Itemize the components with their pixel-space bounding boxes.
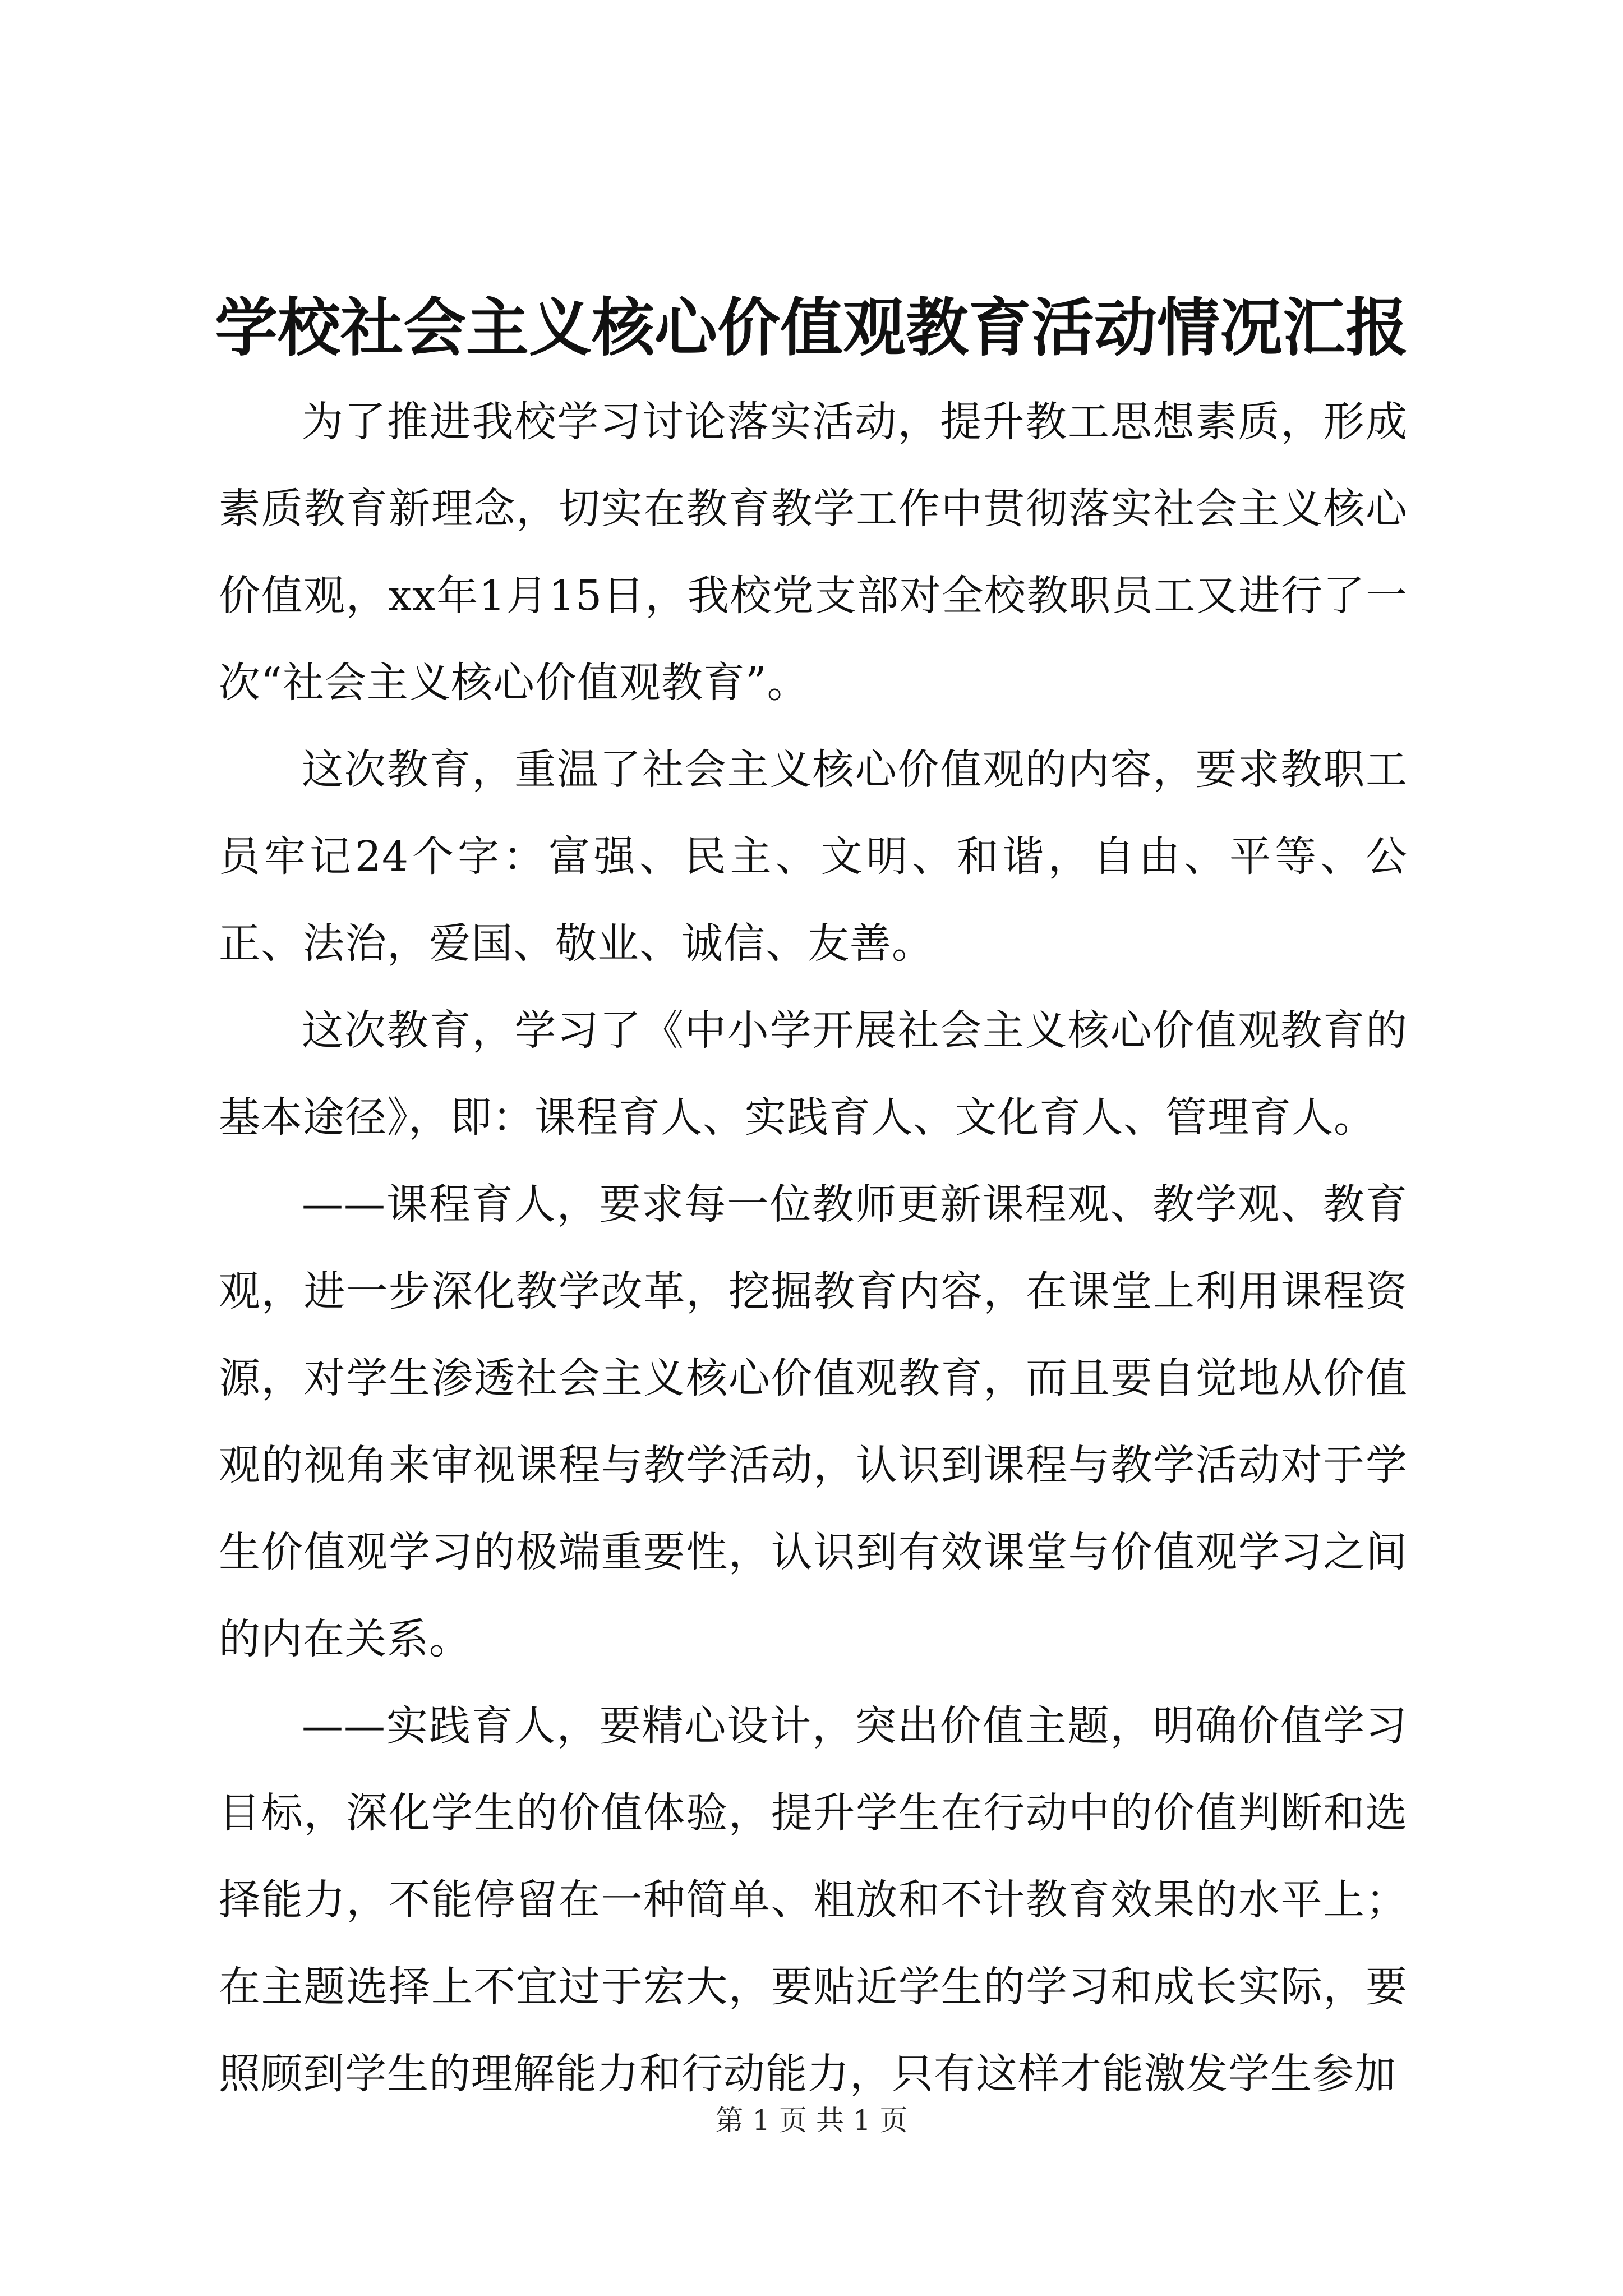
paragraph-practice-education: ——实践育人，要精心设计，突出价值主题，明确价值学习目标，深化学生的价值体验，提升学生在行动中的价值判断和选择能力，不能停留在一种简单、粗放和不计教育效果的水平上；在主题选择上不宜过于宏大，要贴近学生的学习和成长实际，要照顾到学生的理解能力和行动能力，只有这样才能激发学生参加 <box>219 1702 1408 2098</box>
page-footer: 第 1 页 共 1 页 <box>715 2104 908 2137</box>
paragraph-intro: 为了推进我校学习讨论落实活动，提升教工思想素质，形成素质教育新理念，切实在教育教学工作中贯彻落实社会主义核心价值观，xx年1月15日，我校党支部对全校教职员工又进行了一次“社会主义核心价值观教育”。 <box>219 398 1408 707</box>
document-body <box>219 379 1408 2118</box>
paragraph-curriculum-education: ——课程育人，要求每一位教师更新课程观、教学观、教育观，进一步深化教学改革，挖掘教育内容，在课堂上利用课程资源，对学生渗透社会主义核心价值观教育，而且要自觉地从价值观的视角来审视课程与教学活动，认识到课程与教学活动对于学生价值观学习的极端重要性，认识到有效课堂与价值观学习之间的内在关系。 <box>219 1180 1408 1663</box>
paragraph-core-values: 这次教育，重温了社会主义核心价值观的内容，要求教职工员牢记24个字：富强、民主、文明、和谐，自由、平等、公正、法治，爱国、敬业、诚信、友善。 <box>219 746 1408 968</box>
document-title: 学校社会主义核心价值观教育活动情况汇报 <box>215 291 1408 365</box>
paragraph-basic-approaches: 这次教育，学习了《中小学开展社会主义核心价值观教育的基本途径》，即：课程育人、实践育人、文化育人、管理育人。 <box>219 1006 1408 1142</box>
